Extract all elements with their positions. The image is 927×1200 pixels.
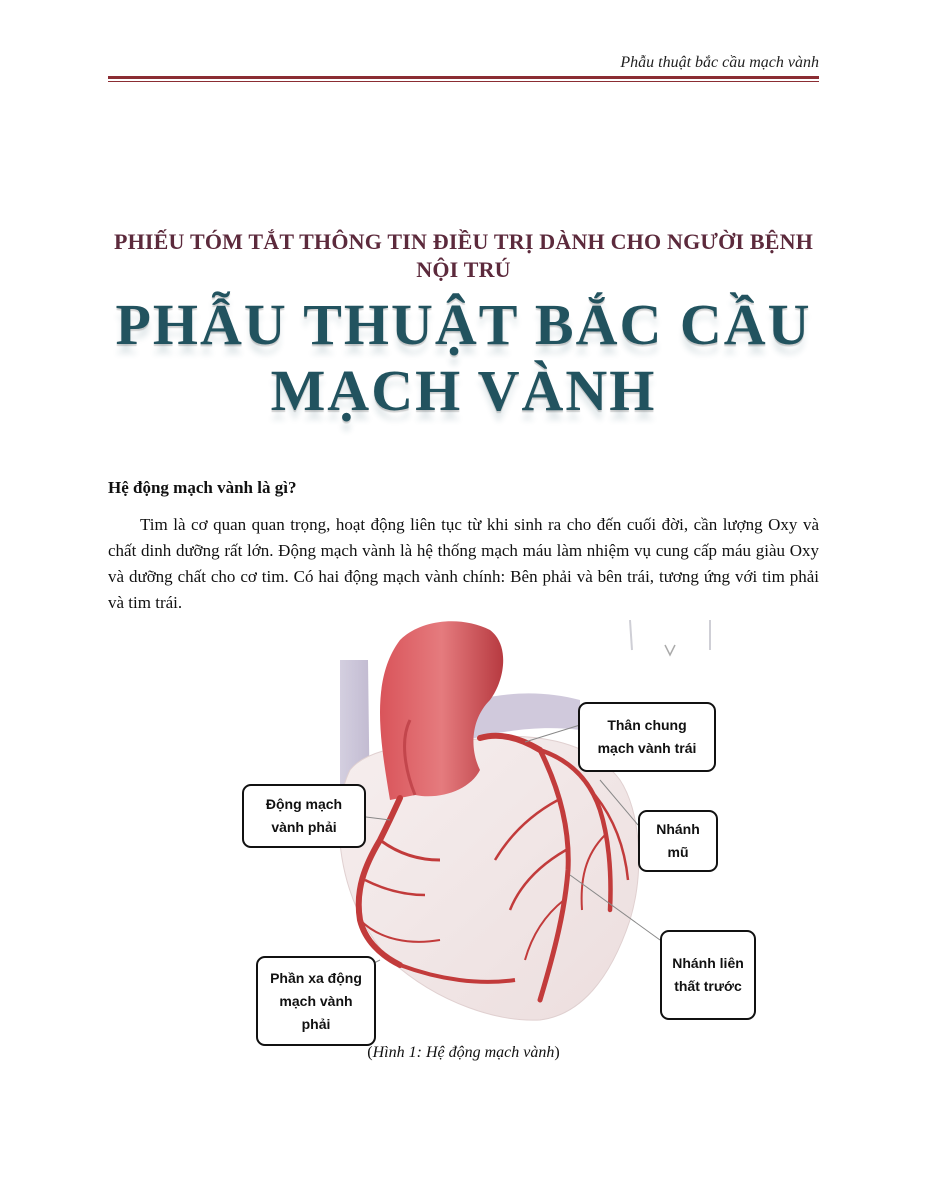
header-rule-thin: [108, 81, 819, 82]
caption-text: Hình 1: Hệ động mạch vành: [372, 1044, 555, 1061]
header-rule: [108, 76, 819, 79]
figure-caption: [108, 1044, 819, 1062]
running-header: Phẫu thuật bắc cầu mạch vành: [620, 54, 819, 71]
label-distal-rca: Phần xa động mạch vành phải: [256, 956, 376, 1046]
caption-close-paren: ): [554, 1044, 560, 1061]
document-title: [108, 292, 819, 424]
title-line-1: PHẪU THUẬT BẮC CẦU: [115, 292, 812, 357]
caption-open-paren: (: [367, 1044, 373, 1061]
intro-paragraph: Tim là cơ quan quan trọng, hoạt động liên tục từ khi sinh ra cho đến cuối đời, cần lượng Oxy và chất dinh dưỡng rất lớn. Động mạch vành là hệ thống mạch máu làm nhiệm vụ cung cấp máu giàu Oxy và dưỡng chất cho cơ tim. Có hai động mạch vành chính: Bên phải và bên trái, tương ứng với tim phải và tim trái.: [108, 515, 819, 612]
label-lad: Nhánh liên thất trước: [660, 930, 756, 1020]
heart-figure: [240, 620, 760, 1030]
label-left-main-coronary: Thân chung mạch vành trái: [578, 702, 716, 772]
section-heading: Hệ động mạch vành là gì?: [108, 478, 297, 497]
document-pretitle: PHIẾU TÓM TẮT THÔNG TIN ĐIỀU TRỊ DÀNH CHO NGƯỜI BỆNH NỘI TRÚ: [113, 229, 814, 282]
label-circumflex: Nhánh mũ: [638, 810, 718, 872]
title-line-2: MẠCH VÀNH: [270, 358, 657, 423]
label-right-coronary: Động mạch vành phải: [242, 784, 366, 848]
